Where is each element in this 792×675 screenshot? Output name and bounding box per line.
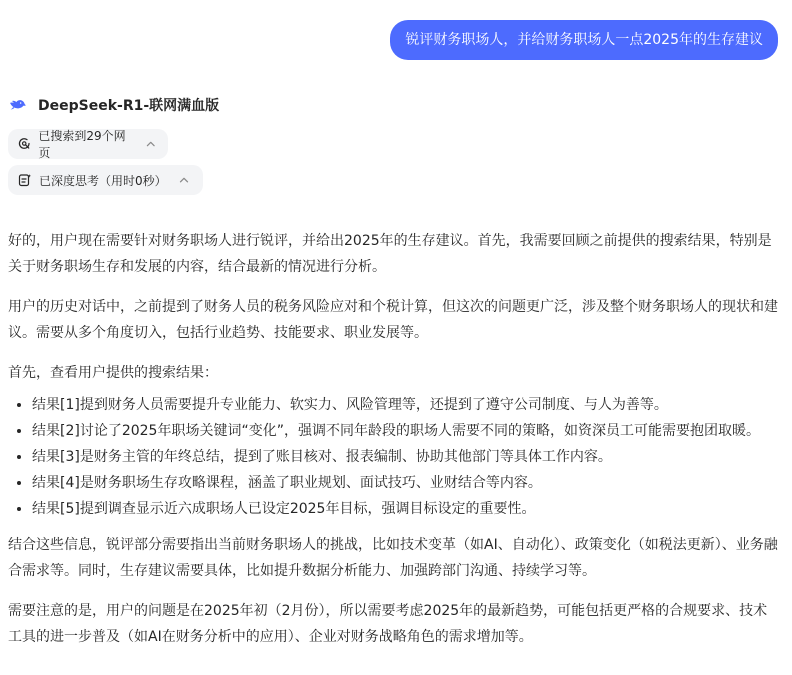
deep-thinking-label: 已深度思考（用时0秒） xyxy=(39,173,167,188)
chevron-up-icon xyxy=(145,138,157,150)
deepseek-whale-icon xyxy=(8,95,28,115)
reasoning-paragraph: 用户的历史对话中，之前提到了财务人员的税务风险应对和个税计算，但这次的问题更广泛，涉及整个财务职场人的现状和建议。需要从多个角度切入，包括行业趋势、技能要求、职业发展等。 xyxy=(8,299,778,341)
reasoning-paragraph: 好的，用户现在需要针对财务职场人进行锐评，并给出2025年的生存建议。首先，我需要回顾之前提供的搜索结果，特别是关于财务职场生存和发展的内容，结合最新的情况进行分析。 xyxy=(8,233,772,275)
search-results-label: 已搜索到29个网页 xyxy=(38,129,126,160)
list-item: • 结果[5]提到调查显示近六成职场人已设定2025年目标，强调目标设定的重要性。 xyxy=(32,496,780,522)
web-search-icon xyxy=(18,137,31,151)
deep-think-icon xyxy=(18,173,32,187)
reasoning-paragraph: 需要注意的是，用户的问题是在2025年初（2月份），所以需要考虑2025年的最新趋势，可能包括更严格的合规要求、技术工具的进一步普及（如AI在财务分析中的应用）、企业对财务战略角色的需求增加等。 xyxy=(8,603,768,645)
reasoning-paragraph: 结合这些信息，锐评部分需要指出当前财务职场人的挑战，比如技术变革（如AI、自动化）、政策变化（如税法更新）、业务融合需求等。同时，生存建议需要具体，比如提升数据分析能力、加强跨部门沟通、持续学习等。 xyxy=(8,537,778,579)
user-message-bubble: 锐评财务职场人，并给财务职场人一点2025年的生存建议 xyxy=(390,20,778,60)
deep-thinking-chip[interactable] xyxy=(8,165,203,195)
reasoning-paragraph: 首先，查看用户提供的搜索结果： xyxy=(8,365,218,381)
list-item: • 结果[1]提到财务人员需要提升专业能力、软实力、风险管理等，还提到了遵守公司制度、与人为善等。 xyxy=(32,392,780,418)
list-item: • 结果[3]是财务主管的年终总结，提到了账目核对、报表编制、协助其他部门等具体工作内容。 xyxy=(32,444,780,470)
reasoning-content xyxy=(8,228,780,664)
list-item: • 结果[4]是财务职场生存攻略课程，涵盖了职业规划、面试技巧、业财结合等内容。 xyxy=(32,470,780,496)
search-results-list xyxy=(8,392,780,522)
list-item: • 结果[2]讨论了2025年职场关键词“变化”，强调不同年龄段的职场人需要不同的策略，如资深员工可能需要抱团取暖。 xyxy=(32,418,780,444)
chevron-up-icon xyxy=(178,174,190,186)
model-header xyxy=(8,95,219,115)
model-name: DeepSeek-R1-联网满血版 xyxy=(38,98,220,114)
search-results-chip[interactable] xyxy=(8,129,168,159)
